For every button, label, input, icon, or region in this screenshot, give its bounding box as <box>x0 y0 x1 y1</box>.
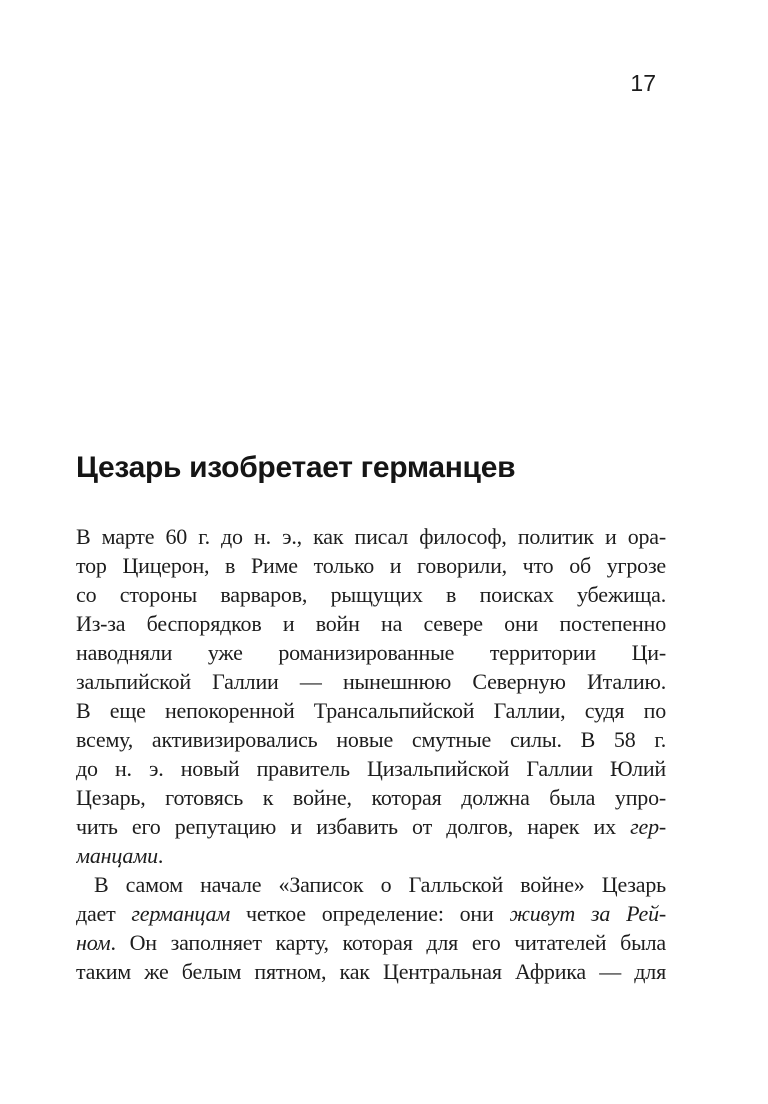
text-line <box>76 696 666 725</box>
page-content <box>76 451 666 986</box>
text-segment: Цезарь, готовясь к войне, которая должна была упро- <box>76 785 666 810</box>
text-line <box>76 928 666 957</box>
text-segment: В еще непокоренной Трансальпийской Галлии, судя по <box>76 698 666 723</box>
italic-term: гер- <box>630 814 666 839</box>
text-segment: Из-за беспорядков и войн на севере они постепенно <box>76 611 666 636</box>
text-segment: со стороны варваров, рыщущих в поисках убежища. <box>76 582 666 607</box>
text-line <box>76 667 666 696</box>
text-line <box>76 841 666 870</box>
text-line <box>76 551 666 580</box>
text-segment: . <box>157 843 164 868</box>
text-segment: таким же белым пятном, как Центральная Африка — для <box>76 959 666 984</box>
text-segment: всему, активизировались новые смутные силы. В 58 г. <box>76 727 666 752</box>
text-segment: чить его репутацию и избавить от долгов, нарек их <box>76 814 631 839</box>
text-line <box>76 957 666 986</box>
chapter-heading: Цезарь изобретает германцев <box>76 451 516 484</box>
italic-term: германцам <box>131 901 231 926</box>
text-segment: тор Цицерон, в Риме только и говорили, что об угрозе <box>76 553 666 578</box>
text-line <box>76 870 666 899</box>
text-line <box>76 754 666 783</box>
text-line <box>76 812 666 841</box>
italic-term: живут за Рей- <box>509 901 666 926</box>
text-line <box>76 522 666 551</box>
italic-term: ном <box>76 930 111 955</box>
text-segment: дает <box>76 901 132 926</box>
text-line <box>76 580 666 609</box>
text-segment: наводняли уже романизированные территории Ци- <box>76 640 666 665</box>
body-text <box>76 522 666 986</box>
text-segment: В марте 60 г. до н. э., как писал философ, политик и ора- <box>76 524 666 549</box>
text-line <box>76 609 666 638</box>
text-line <box>76 783 666 812</box>
text-line <box>76 638 666 667</box>
italic-term: манцами <box>76 843 158 868</box>
paragraph <box>76 870 666 986</box>
page-number: 17 <box>630 70 656 96</box>
text-segment: до н. э. новый правитель Цизальпийской Галлии Юлий <box>76 756 666 781</box>
text-segment: В самом начале «Записок о Галльской войне» Цезарь <box>94 872 666 897</box>
text-segment: . Он заполняет карту, которая для его читателей была <box>110 930 666 955</box>
text-segment: четкое определение: они <box>230 901 510 926</box>
paragraph <box>76 522 666 870</box>
text-segment: зальпийской Галлии — нынешнюю Северную Италию. <box>76 669 666 694</box>
text-line <box>76 899 666 928</box>
text-line <box>76 725 666 754</box>
